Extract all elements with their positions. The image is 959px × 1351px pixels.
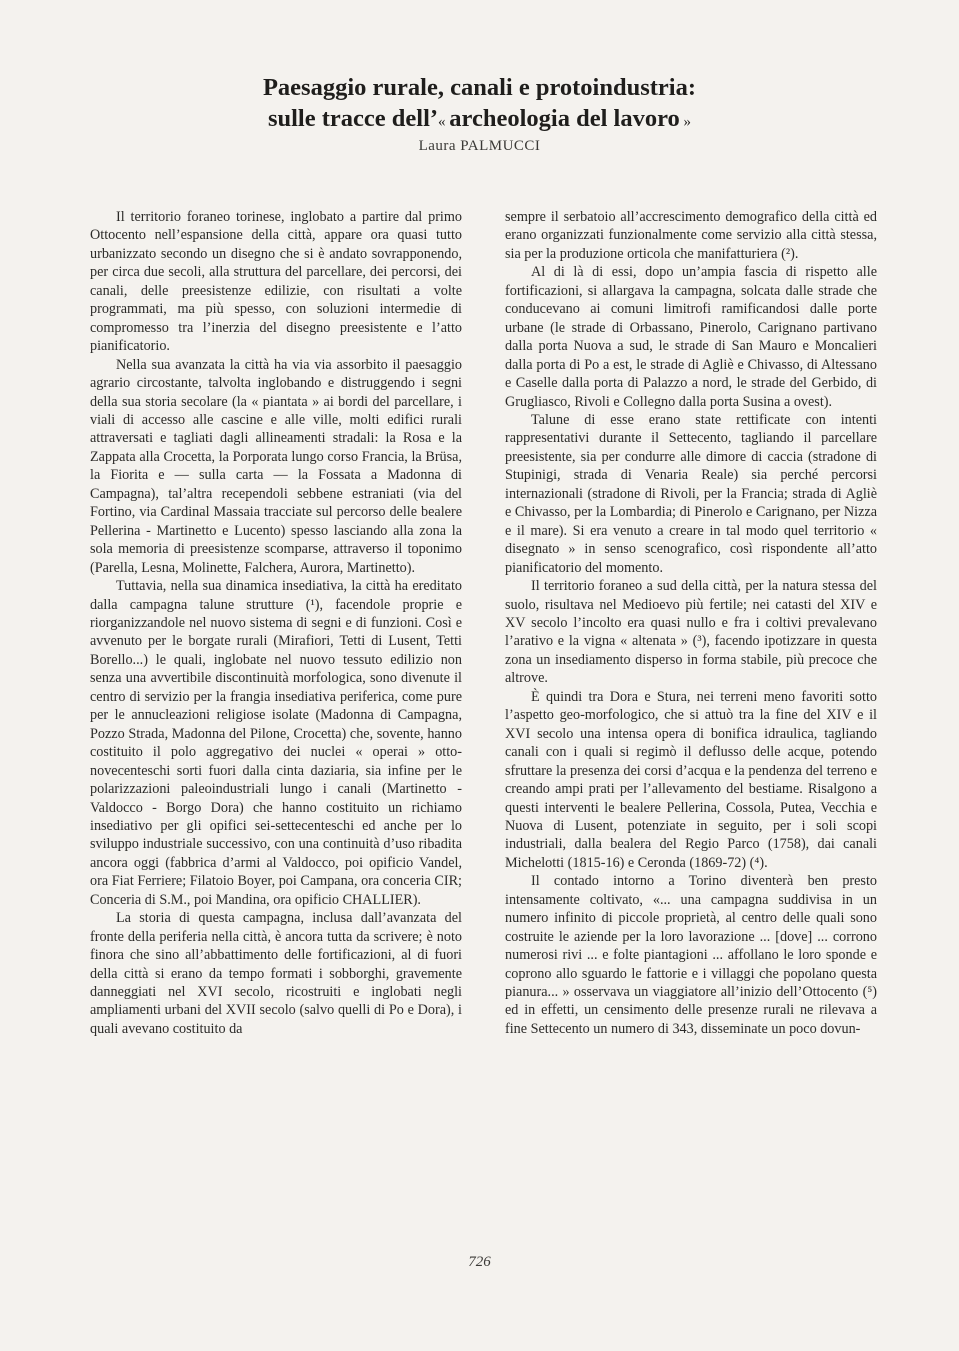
paragraph: sempre il serbatoio all’accrescimento demografico della città ed erano organizzati funzionalmente come servizio alla città stessa, sia per la produzione orticola che manifatturiera (²). <box>505 209 877 262</box>
paragraph: La storia di questa campagna, inclusa dall’avanzata del fronte della periferia nella città, è ancora tutta da scrivere; è noto finora che sino all’abbattimento delle fortificazioni, al di fuori della città si erano da tempo formati i sobborghi, gravemente danneggiati nel XVI secolo, ricostruiti e inglobati negli ampliamenti urbani del XVII secolo (salvo quelli di Po e Dora), i quali avevano costituito da <box>90 910 462 1037</box>
title-open-quote: « <box>438 114 450 130</box>
paragraph: Nella sua avanzata la città ha via via assorbito il paesaggio agrario circostante, talvolta inglobando e distruggendo i segni della sua storia secolare (la « piantata » ai bordi del parcellare, i viali di accesso alle cascine e alle ville, molti edifici rurali attraversati e tagliati dagli allineamenti stradali: la Rosa e la Zappata alla Crocetta, la Porporata lungo corso Francia, la Brüsa, la Fiorita e — sulla carta — la Fossata a Madonna di Campagna), tal’altra recependoli sebbene estraniati (via del Fortino, via Cardinal Massaia tracciate sul percorso delle bealere Pellerina - Martinetto e Lucento) spesso lasciando alla zona la sola memoria di preesistenze scomparse, attraverso il toponimo (Parella, Lesna, Molinette, Falchera, Aurora, Martinetto). <box>90 356 462 576</box>
paragraph: Al di là di essi, dopo un’ampia fascia di rispetto alle fortificazioni, si allargava la campagna, solcata dalle strade che conducevano ai comuni limitrofi ramificandosi dalle porte urbane (le strade di Orbassano, Pinerolo, Carignano partivano dalla porta Nuova a sud, le strade di San Mauro e Moncalieri dalla porta di Po a est, le strade di Agliè e Chivasso, di Altessano e Caselle dalla porta di Palazzo a nord, le strade del Gerbido, di Grugliasco, Rivoli e Collegno dalla porta Susina a ovest). <box>505 264 877 410</box>
paragraph: Il contado intorno a Torino diventerà ben presto intensamente coltivato, «... una campagna suddivisa in un numero infinito di piccole proprietà, al centro delle quali sono costruite le aziende per la loro lavorazione ... [dove] ... corrono numerosi rivi ... e folte piantagioni ... affollano le loro sponde e coprono allo sguardo le fattorie e i villaggi che popolano questa pianura... » osservava un viaggiatore all’inizio dell’Ottocento (⁵) ed in effetti, un censimento delle presenze rurali ne rilevava a fine Settecento un numero di 343, disseminate un poco dovun- <box>505 873 877 1037</box>
paragraph: È quindi tra Dora e Stura, nei terreni meno favoriti sotto l’aspetto geo-morfologico, che si attuò tra la fine del XIV e il XVI secolo una intensa opera di bonifica idraulica, tagliando canali con i quali si regimò il deflusso delle acque, potendo sfruttare la presenza dei corsi d’acqua e la pendenza del terreno e creando ampi prati per l’allevamento del bestiame. Risalgono a questi interventi le bealere Pellerina, Cossola, Putea, Vecchia e Nuova di Lusent, potenziate in seguito, per i soli scopi industriali, dalla bealera del Regio Parco (1758), dai canali Michelotti (1815-16) e Ceronda (1869-72) (⁴). <box>505 688 877 871</box>
paragraph: Il territorio foraneo a sud della città, per la natura stessa del suolo, risultava nel Medioevo più fertile; nei catasti del XIV e XV secolo l’incolto era quasi nullo e fra i coltivi prevalevano l’arativo e la vigna « altenata » (³), facendo ipotizzare in questa zona un insediamento disperso in forma stabile, più precoce che altrove. <box>505 578 877 687</box>
page-number: 726 <box>468 1254 491 1270</box>
title-line-2-prefix: sulle tracce dell’ <box>267 105 439 132</box>
article-title <box>0 72 959 138</box>
paragraph: Il territorio foraneo torinese, inglobato a partire dal primo Ottocento nell’espansione della città, appare ora quasi tutto urbanizzato secondo un disegno che si è andato sovrapponendo, per circa due secoli, alla struttura del parcellare, dei percorsi, dei canali, delle preesistenze edilizie, con risultati a volte programmati, ma più spesso, con soluzioni intermedie di compromesso tra l’inerzia del disegno preesistente e l’atto pianificatorio. <box>90 209 462 355</box>
paragraph: Tuttavia, nella sua dinamica insediativa, la città ha ereditato dalla campagna talune strutture (¹), facendole proprie e riorganizzandole nel nuovo sistema di segni e di funzioni. Così e avvenuto per le borgate rurali (Mirafiori, Tetti di Lusent, Tetti Borello...) le quali, inglobate nel nuovo tessuto edilizio non senza una avvertibile discontinuità morfologica, sono divenute il centro di servizio per la frangia insediativa periferica, come pure per le annucleazioni religiose isolate (Madonna di Campagna, Pozzo Strada, Madonna del Pilone, Crocetta) che, sovente, hanno costituito il polo aggregativo dei nuclei « operai » otto-novecenteschi sorti fuori dalla cinta daziaria, sia infine per le polarizzazioni paleoindustriali lungo i canali (Martinetto - Valdocco - Borgo Dora) che hanno costituito un richiamo insediativo per gli opifici sei-settecenteschi ed anche per lo sviluppo industriale successivo, con una continuità d’uso ribadita ancora oggi (fabbrica d’armi al Valdocco, poi opificio Vandel, ora Fiat Ferriere; Filatoio Boyer, poi Campana, ora conceria CIR; Conceria di S.M., poi Mandina, ora opificio CHALLIER). <box>90 578 462 908</box>
right-column <box>505 208 877 1238</box>
title-line-1: Paesaggio rurale, canali e protoindustria: <box>262 74 697 101</box>
title-close-quote: » <box>679 114 692 130</box>
title-line-2-main: archeologia del lavoro <box>449 105 680 132</box>
left-column <box>90 208 462 1238</box>
paragraph: Talune di esse erano state rettificate con intenti rappresentativi durante il Settecento, tagliando il parcellare preesistente, sia per condurre alle dimore di caccia (stradone di Stupinigi, strada di Venaria Reale) sia perché percorsi internazionali (stradone di Rivoli, per la Francia; strada di Agliè e Chivasso, per la Lombardia; di Pinerolo e Carignano, per Nizza e il mare). Si era venuto a creare in tal modo quel territorio « disegnato » in senso scenografico, così rispondente all’atto pianificatorio del momento. <box>505 411 877 576</box>
author-name: Laura PALMUCCI <box>418 138 541 154</box>
